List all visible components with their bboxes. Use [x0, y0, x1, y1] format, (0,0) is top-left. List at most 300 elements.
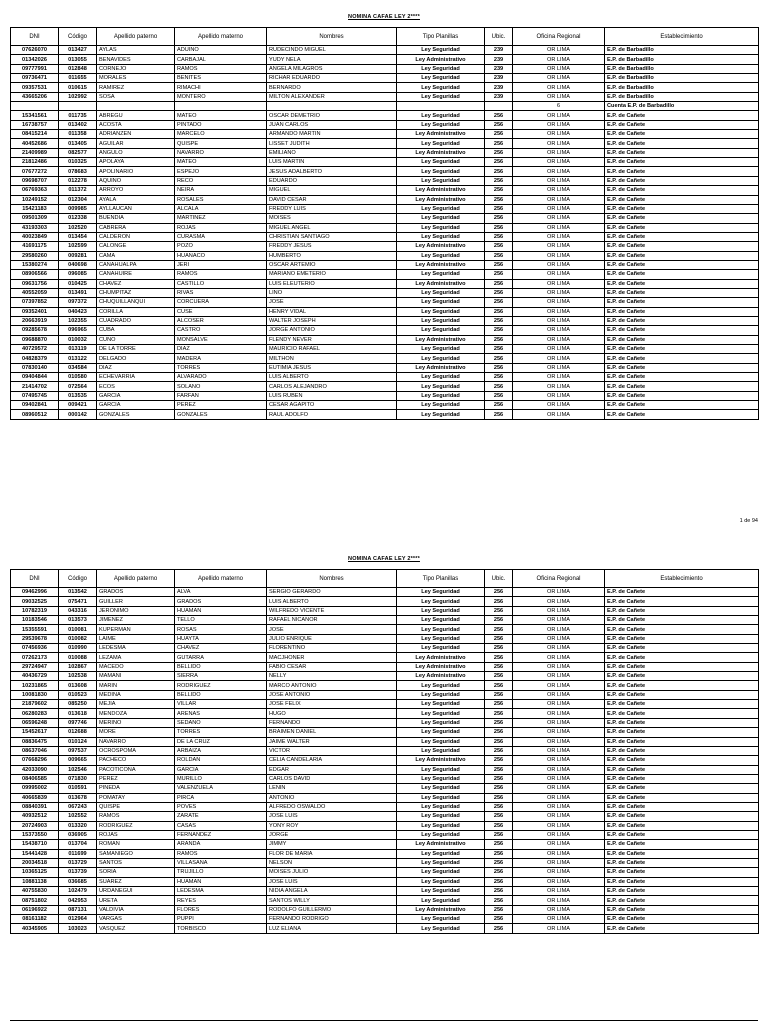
tipo-planillas-cell: Ley Seguridad: [397, 774, 485, 783]
table-row: [11, 709, 759, 718]
codigo-cell: 009421: [59, 401, 97, 410]
table-row: [11, 279, 759, 288]
apellido-materno-cell: BELLIDO: [175, 662, 267, 671]
ubic-cell: 256: [485, 793, 513, 802]
apellido-materno-cell: SIERRA: [175, 672, 267, 681]
tipo-planillas-cell: Ley Seguridad: [397, 868, 485, 877]
establecimiento-cell: E.P. de Cañete: [605, 186, 759, 195]
apellido-paterno-cell: GRADOS: [97, 588, 175, 597]
nombres-cell: [267, 102, 397, 111]
ubic-cell: 256: [485, 186, 513, 195]
ubic-cell: 256: [485, 298, 513, 307]
nombres-cell: EUTIMIA JESUS: [267, 363, 397, 372]
establecimiento-cell: E.P. de Cañete: [605, 849, 759, 858]
table-row: [11, 653, 759, 662]
ubic-cell: 256: [485, 597, 513, 606]
dni-cell: 40729572: [11, 345, 59, 354]
codigo-cell: 013491: [59, 288, 97, 297]
nombres-cell: JAIME WALTER: [267, 737, 397, 746]
codigo-cell: 097372: [59, 298, 97, 307]
ubic-cell: 256: [485, 765, 513, 774]
table-row: [11, 64, 759, 73]
table-row: [11, 737, 759, 746]
apellido-materno-cell: GONZALES: [175, 410, 267, 419]
tipo-planillas-cell: Ley Seguridad: [397, 298, 485, 307]
dni-cell: 09698707: [11, 176, 59, 185]
apellido-materno-cell: ARANDA: [175, 840, 267, 849]
ubic-cell: 256: [485, 326, 513, 335]
table-row: [11, 130, 759, 139]
tipo-planillas-cell: Ley Seguridad: [397, 307, 485, 316]
establecimiento-cell: E.P. de Barbadillo: [605, 83, 759, 92]
header-codigo: Código: [59, 28, 97, 46]
dni-cell: 40665839: [11, 793, 59, 802]
codigo-cell: 013402: [59, 120, 97, 129]
apellido-materno-cell: [175, 102, 267, 111]
tipo-planillas-cell: Ley Seguridad: [397, 204, 485, 213]
oficina-regional-cell: OR LIMA: [513, 849, 605, 858]
header-ubic: Ubic.: [485, 570, 513, 588]
codigo-cell: 010082: [59, 634, 97, 643]
dni-cell: 20663919: [11, 316, 59, 325]
establecimiento-cell: E.P. de Cañete: [605, 784, 759, 793]
apellido-materno-cell: RODRIGUEZ: [175, 681, 267, 690]
apellido-materno-cell: VALENZUELA: [175, 784, 267, 793]
nombres-cell: MOISES JULIO: [267, 868, 397, 877]
table-row: [11, 232, 759, 241]
establecimiento-cell: E.P. de Cañete: [605, 363, 759, 372]
apellido-paterno-cell: ACOSTA: [97, 120, 175, 129]
apellido-materno-cell: RIVAS: [175, 288, 267, 297]
tipo-planillas-cell: Ley Seguridad: [397, 232, 485, 241]
apellido-materno-cell: DIAZ: [175, 345, 267, 354]
nombres-cell: MILTHON: [267, 354, 397, 363]
nombres-cell: JOSE: [267, 298, 397, 307]
tipo-planillas-cell: Ley Seguridad: [397, 391, 485, 400]
dni-cell: 15438710: [11, 840, 59, 849]
apellido-paterno-cell: GONZALES: [97, 410, 175, 419]
header-apellido-paterno: Apellido paterno: [97, 28, 175, 46]
dni-cell: 09736471: [11, 74, 59, 83]
apellido-paterno-cell: CUNO: [97, 335, 175, 344]
oficina-regional-cell: OR LIMA: [513, 373, 605, 382]
apellido-paterno-cell: CANAHUIRE: [97, 270, 175, 279]
oficina-regional-cell: OR LIMA: [513, 784, 605, 793]
ubic-cell: 256: [485, 410, 513, 419]
ubic-cell: 256: [485, 195, 513, 204]
codigo-cell: 075471: [59, 597, 97, 606]
ubic-cell: 256: [485, 774, 513, 783]
header-apellido-materno: Apellido materno: [175, 570, 267, 588]
establecimiento-cell: E.P. de Cañete: [605, 382, 759, 391]
oficina-regional-cell: OR LIMA: [513, 812, 605, 821]
ubic-cell: 239: [485, 74, 513, 83]
nombres-cell: HUMBERTO: [267, 251, 397, 260]
ubic-cell: 256: [485, 681, 513, 690]
dni-cell: 15380274: [11, 260, 59, 269]
apellido-materno-cell: FERNANDEZ: [175, 830, 267, 839]
table-row: [11, 765, 759, 774]
oficina-regional-cell: OR LIMA: [513, 382, 605, 391]
apellido-paterno-cell: PEREZ: [97, 774, 175, 783]
nombres-cell: JOSE LUIS: [267, 877, 397, 886]
apellido-paterno-cell: CANAHUALPA: [97, 260, 175, 269]
establecimiento-cell: E.P. de Cañete: [605, 690, 759, 699]
codigo-cell: 072564: [59, 382, 97, 391]
ubic-cell: 256: [485, 167, 513, 176]
nombres-cell: FLOR DE MARIA: [267, 849, 397, 858]
apellido-materno-cell: ADUINO: [175, 46, 267, 55]
oficina-regional-cell: OR LIMA: [513, 896, 605, 905]
apellido-paterno-cell: AGUILAR: [97, 139, 175, 148]
nombres-cell: EMILIANO: [267, 148, 397, 157]
establecimiento-cell: E.P. de Cañete: [605, 176, 759, 185]
establecimiento-cell: E.P. de Cañete: [605, 242, 759, 251]
apellido-materno-cell: CUSE: [175, 307, 267, 316]
oficina-regional-cell: OR LIMA: [513, 260, 605, 269]
nombres-cell: FLORENTINO: [267, 644, 397, 653]
oficina-regional-cell: OR LIMA: [513, 167, 605, 176]
codigo-cell: 010124: [59, 737, 97, 746]
table-row: [11, 877, 759, 886]
oficina-regional-cell: OR LIMA: [513, 111, 605, 120]
ubic-cell: 256: [485, 120, 513, 129]
tipo-planillas-cell: Ley Seguridad: [397, 887, 485, 896]
tipo-planillas-cell: Ley Seguridad: [397, 92, 485, 101]
oficina-regional-cell: OR LIMA: [513, 46, 605, 55]
codigo-cell: 040423: [59, 307, 97, 316]
nombres-cell: WALTER JOSEPH: [267, 316, 397, 325]
ubic-cell: 256: [485, 802, 513, 811]
table-row: [11, 915, 759, 924]
table-row: [11, 606, 759, 615]
apellido-materno-cell: ROSALES: [175, 195, 267, 204]
table-row: [11, 644, 759, 653]
dni-cell: 09631756: [11, 279, 59, 288]
dni-cell: 10249152: [11, 195, 59, 204]
establecimiento-cell: E.P. de Cañete: [605, 709, 759, 718]
apellido-materno-cell: ZARATE: [175, 812, 267, 821]
tipo-planillas-cell: Ley Seguridad: [397, 345, 485, 354]
tipo-planillas-cell: Ley Seguridad: [397, 737, 485, 746]
establecimiento-cell: E.P. de Cañete: [605, 195, 759, 204]
table-row: [11, 139, 759, 148]
dni-cell: 08840391: [11, 802, 59, 811]
apellido-paterno-cell: MENDOZA: [97, 709, 175, 718]
table-row: [11, 821, 759, 830]
apellido-materno-cell: RECO: [175, 176, 267, 185]
table-row: [11, 746, 759, 755]
oficina-regional-cell: OR LIMA: [513, 690, 605, 699]
apellido-paterno-cell: GARCIA: [97, 401, 175, 410]
apellido-materno-cell: REYES: [175, 896, 267, 905]
apellido-paterno-cell: ABREGU: [97, 111, 175, 120]
establecimiento-cell: E.P. de Cañete: [605, 373, 759, 382]
tipo-planillas-cell: Ley Administrativo: [397, 756, 485, 765]
apellido-paterno-cell: CHUMPITAZ: [97, 288, 175, 297]
nombres-cell: LUIS ALBERTO: [267, 373, 397, 382]
table-row: [11, 905, 759, 914]
dni-cell: 40755830: [11, 887, 59, 896]
header-ubic: Ubic.: [485, 28, 513, 46]
nombres-cell: BRAIMEN DANIEL: [267, 728, 397, 737]
apellido-materno-cell: GARCIA: [175, 765, 267, 774]
apellido-paterno-cell: GUILLER: [97, 597, 175, 606]
nombres-cell: OSCAR ARTEMIO: [267, 260, 397, 269]
page2-table: [10, 569, 759, 934]
codigo-cell: 102599: [59, 242, 97, 251]
establecimiento-cell: E.P. de Cañete: [605, 793, 759, 802]
ubic-cell: 256: [485, 905, 513, 914]
dni-cell: 43193303: [11, 223, 59, 232]
apellido-paterno-cell: PACHECO: [97, 756, 175, 765]
apellido-paterno-cell: CHAVEZ: [97, 279, 175, 288]
dni-cell: 09032525: [11, 597, 59, 606]
ubic-cell: 256: [485, 401, 513, 410]
tipo-planillas-cell: Ley Seguridad: [397, 410, 485, 419]
apellido-materno-cell: TORRES: [175, 363, 267, 372]
establecimiento-cell: E.P. de Cañete: [605, 167, 759, 176]
oficina-regional-cell: OR LIMA: [513, 74, 605, 83]
apellido-paterno-cell: SANTOS: [97, 858, 175, 867]
page1-table-body: [11, 46, 759, 420]
codigo-cell: 009281: [59, 251, 97, 260]
establecimiento-cell: E.P. de Cañete: [605, 111, 759, 120]
tipo-planillas-cell: Ley Seguridad: [397, 746, 485, 755]
apellido-materno-cell: DE LA CRUZ: [175, 737, 267, 746]
oficina-regional-cell: OR LIMA: [513, 644, 605, 653]
table-row: [11, 830, 759, 839]
oficina-regional-cell: OR LIMA: [513, 232, 605, 241]
dni-cell: 06280283: [11, 709, 59, 718]
oficina-regional-cell: OR LIMA: [513, 326, 605, 335]
codigo-cell: 012338: [59, 214, 97, 223]
oficina-regional-cell: OR LIMA: [513, 139, 605, 148]
table-row: [11, 896, 759, 905]
codigo-cell: 013427: [59, 46, 97, 55]
nombres-cell: MILTON ALEXANDER: [267, 92, 397, 101]
nombres-cell: SANTOS WILLY: [267, 896, 397, 905]
ubic-cell: 256: [485, 690, 513, 699]
dni-cell: 15341561: [11, 111, 59, 120]
oficina-regional-cell: OR LIMA: [513, 634, 605, 643]
apellido-materno-cell: ESPEJO: [175, 167, 267, 176]
oficina-regional-cell: OR LIMA: [513, 709, 605, 718]
apellido-materno-cell: PINTADO: [175, 120, 267, 129]
oficina-regional-cell: OR LIMA: [513, 316, 605, 325]
tipo-planillas-cell: Ley Seguridad: [397, 690, 485, 699]
ubic-cell: 256: [485, 382, 513, 391]
tipo-planillas-cell: Ley Administrativo: [397, 130, 485, 139]
establecimiento-cell: E.P. de Cañete: [605, 260, 759, 269]
codigo-cell: 036685: [59, 877, 97, 886]
codigo-cell: 011655: [59, 74, 97, 83]
codigo-cell: 011372: [59, 186, 97, 195]
apellido-materno-cell: ALCOSER: [175, 316, 267, 325]
tipo-planillas-cell: Ley Seguridad: [397, 326, 485, 335]
establecimiento-cell: E.P. de Cañete: [605, 858, 759, 867]
nombres-cell: MACJHONER: [267, 653, 397, 662]
oficina-regional-cell: OR LIMA: [513, 653, 605, 662]
dni-cell: 08751802: [11, 896, 59, 905]
header-tipo-planillas: Tipo Planillas: [397, 28, 485, 46]
apellido-paterno-cell: VALDIVIA: [97, 905, 175, 914]
table-row: [11, 158, 759, 167]
oficina-regional-cell: OR LIMA: [513, 401, 605, 410]
establecimiento-cell: E.P. de Cañete: [605, 774, 759, 783]
apellido-paterno-cell: URDANEGUI: [97, 887, 175, 896]
page1-title: NOMINA CAFAE LEY 2****: [348, 14, 420, 20]
nombres-cell: LUIS MARTIN: [267, 158, 397, 167]
codigo-cell: 011699: [59, 849, 97, 858]
apellido-paterno-cell: VASQUEZ: [97, 924, 175, 933]
nombres-cell: EDGAR: [267, 765, 397, 774]
nombres-cell: FERNANDO: [267, 718, 397, 727]
tipo-planillas-cell: Ley Seguridad: [397, 401, 485, 410]
table-row: [11, 700, 759, 709]
ubic-cell: 256: [485, 868, 513, 877]
oficina-regional-cell: OR LIMA: [513, 176, 605, 185]
establecimiento-cell: E.P. de Cañete: [605, 718, 759, 727]
oficina-regional-cell: OR LIMA: [513, 905, 605, 914]
oficina-regional-cell: OR LIMA: [513, 728, 605, 737]
establecimiento-cell: E.P. de Cañete: [605, 606, 759, 615]
table-row: [11, 401, 759, 410]
nombres-cell: ALFREDO OSWALDO: [267, 802, 397, 811]
nombres-cell: MARIANO EMETERIO: [267, 270, 397, 279]
ubic-cell: 256: [485, 232, 513, 241]
nombres-cell: JORGE: [267, 830, 397, 839]
apellido-materno-cell: FLORES: [175, 905, 267, 914]
nombres-cell: EDUARDO: [267, 176, 397, 185]
dni-cell: 08406585: [11, 774, 59, 783]
apellido-paterno-cell: RAMIREZ: [97, 83, 175, 92]
apellido-paterno-cell: PINEDA: [97, 784, 175, 793]
nombres-cell: WILFREDO VICENTE: [267, 606, 397, 615]
oficina-regional-cell: OR LIMA: [513, 55, 605, 64]
establecimiento-cell: E.P. de Cañete: [605, 868, 759, 877]
nombres-cell: CELIA CANDELARIA: [267, 756, 397, 765]
dni-cell: 06769363: [11, 186, 59, 195]
ubic-cell: 256: [485, 849, 513, 858]
apellido-paterno-cell: [97, 102, 175, 111]
table-row: [11, 167, 759, 176]
ubic-cell: [485, 102, 513, 111]
header-apellido-materno: Apellido materno: [175, 28, 267, 46]
table-row: [11, 316, 759, 325]
dni-cell: 07668296: [11, 756, 59, 765]
establecimiento-cell: E.P. de Cañete: [605, 410, 759, 419]
apellido-paterno-cell: GARCIA: [97, 391, 175, 400]
codigo-cell: 010615: [59, 83, 97, 92]
apellido-materno-cell: CORCUERA: [175, 298, 267, 307]
dni-cell: 15421183: [11, 204, 59, 213]
apellido-materno-cell: CARBAJAL: [175, 55, 267, 64]
oficina-regional-cell: OR LIMA: [513, 223, 605, 232]
nombres-cell: MARCO ANTONIO: [267, 681, 397, 690]
oficina-regional-cell: OR LIMA: [513, 345, 605, 354]
codigo-cell: 102355: [59, 316, 97, 325]
apellido-materno-cell: CASTILLO: [175, 279, 267, 288]
ubic-cell: 256: [485, 363, 513, 372]
establecimiento-cell: E.P. de Cañete: [605, 223, 759, 232]
table-row: [11, 681, 759, 690]
header-oficina-regional: Oficina Regional: [513, 28, 605, 46]
ubic-cell: 256: [485, 830, 513, 839]
ubic-cell: 256: [485, 251, 513, 260]
oficina-regional-cell: OR LIMA: [513, 868, 605, 877]
table-row: [11, 718, 759, 727]
dni-cell: 21414702: [11, 382, 59, 391]
apellido-paterno-cell: CHUQUILLANQUI: [97, 298, 175, 307]
table-row: [11, 690, 759, 699]
tipo-planillas-cell: Ley Seguridad: [397, 288, 485, 297]
apellido-materno-cell: MATEO: [175, 111, 267, 120]
table-row: [11, 774, 759, 783]
apellido-paterno-cell: URETA: [97, 896, 175, 905]
nombres-cell: YUDY NELA: [267, 55, 397, 64]
header-establecimiento: Establecimiento: [605, 28, 759, 46]
dni-cell: 09357531: [11, 83, 59, 92]
codigo-cell: 012964: [59, 915, 97, 924]
establecimiento-cell: E.P. de Cañete: [605, 335, 759, 344]
tipo-planillas-cell: Ley Seguridad: [397, 83, 485, 92]
tipo-planillas-cell: Ley Seguridad: [397, 700, 485, 709]
tipo-planillas-cell: Ley Seguridad: [397, 382, 485, 391]
table-row: [11, 251, 759, 260]
codigo-cell: 102552: [59, 812, 97, 821]
oficina-regional-cell: OR LIMA: [513, 363, 605, 372]
nombres-cell: LUZ ELIANA: [267, 924, 397, 933]
apellido-paterno-cell: AYLAS: [97, 46, 175, 55]
nombres-cell: NIDIA ANGELA: [267, 887, 397, 896]
apellido-materno-cell: BENITES: [175, 74, 267, 83]
apellido-paterno-cell: RODRIGUEZ: [97, 821, 175, 830]
apellido-materno-cell: ARBAIZA: [175, 746, 267, 755]
table-row: [11, 793, 759, 802]
apellido-paterno-cell: OCROSPOMA: [97, 746, 175, 755]
dni-cell: 07626070: [11, 46, 59, 55]
nombres-cell: ANGELA MILAGROS: [267, 64, 397, 73]
tipo-planillas-cell: Ley Seguridad: [397, 644, 485, 653]
tipo-planillas-cell: Ley Seguridad: [397, 681, 485, 690]
apellido-paterno-cell: DE LA TORRE: [97, 345, 175, 354]
nombres-cell: FLENDY NEVER: [267, 335, 397, 344]
codigo-cell: 013729: [59, 858, 97, 867]
establecimiento-cell: E.P. de Cañete: [605, 232, 759, 241]
oficina-regional-cell: OR LIMA: [513, 625, 605, 634]
oficina-regional-cell: OR LIMA: [513, 279, 605, 288]
apellido-materno-cell: HUAYTA: [175, 634, 267, 643]
nombres-cell: LISSET JUDITH: [267, 139, 397, 148]
apellido-paterno-cell: ANGULO: [97, 148, 175, 157]
dni-cell: 10365125: [11, 868, 59, 877]
table-row: [11, 186, 759, 195]
tipo-planillas-cell: Ley Seguridad: [397, 111, 485, 120]
apellido-materno-cell: ARENAS: [175, 709, 267, 718]
codigo-cell: 097537: [59, 746, 97, 755]
table-row: [11, 92, 759, 101]
oficina-regional-cell: OR LIMA: [513, 606, 605, 615]
nombres-cell: JESUS ADALBERTO: [267, 167, 397, 176]
nombres-cell: CARLOS DAVID: [267, 774, 397, 783]
establecimiento-cell: E.P. de Cañete: [605, 158, 759, 167]
tipo-planillas-cell: Ley Administrativo: [397, 905, 485, 914]
ubic-cell: 256: [485, 746, 513, 755]
nombres-cell: MIGUEL: [267, 186, 397, 195]
apellido-paterno-cell: MORE: [97, 728, 175, 737]
establecimiento-cell: E.P. de Cañete: [605, 802, 759, 811]
